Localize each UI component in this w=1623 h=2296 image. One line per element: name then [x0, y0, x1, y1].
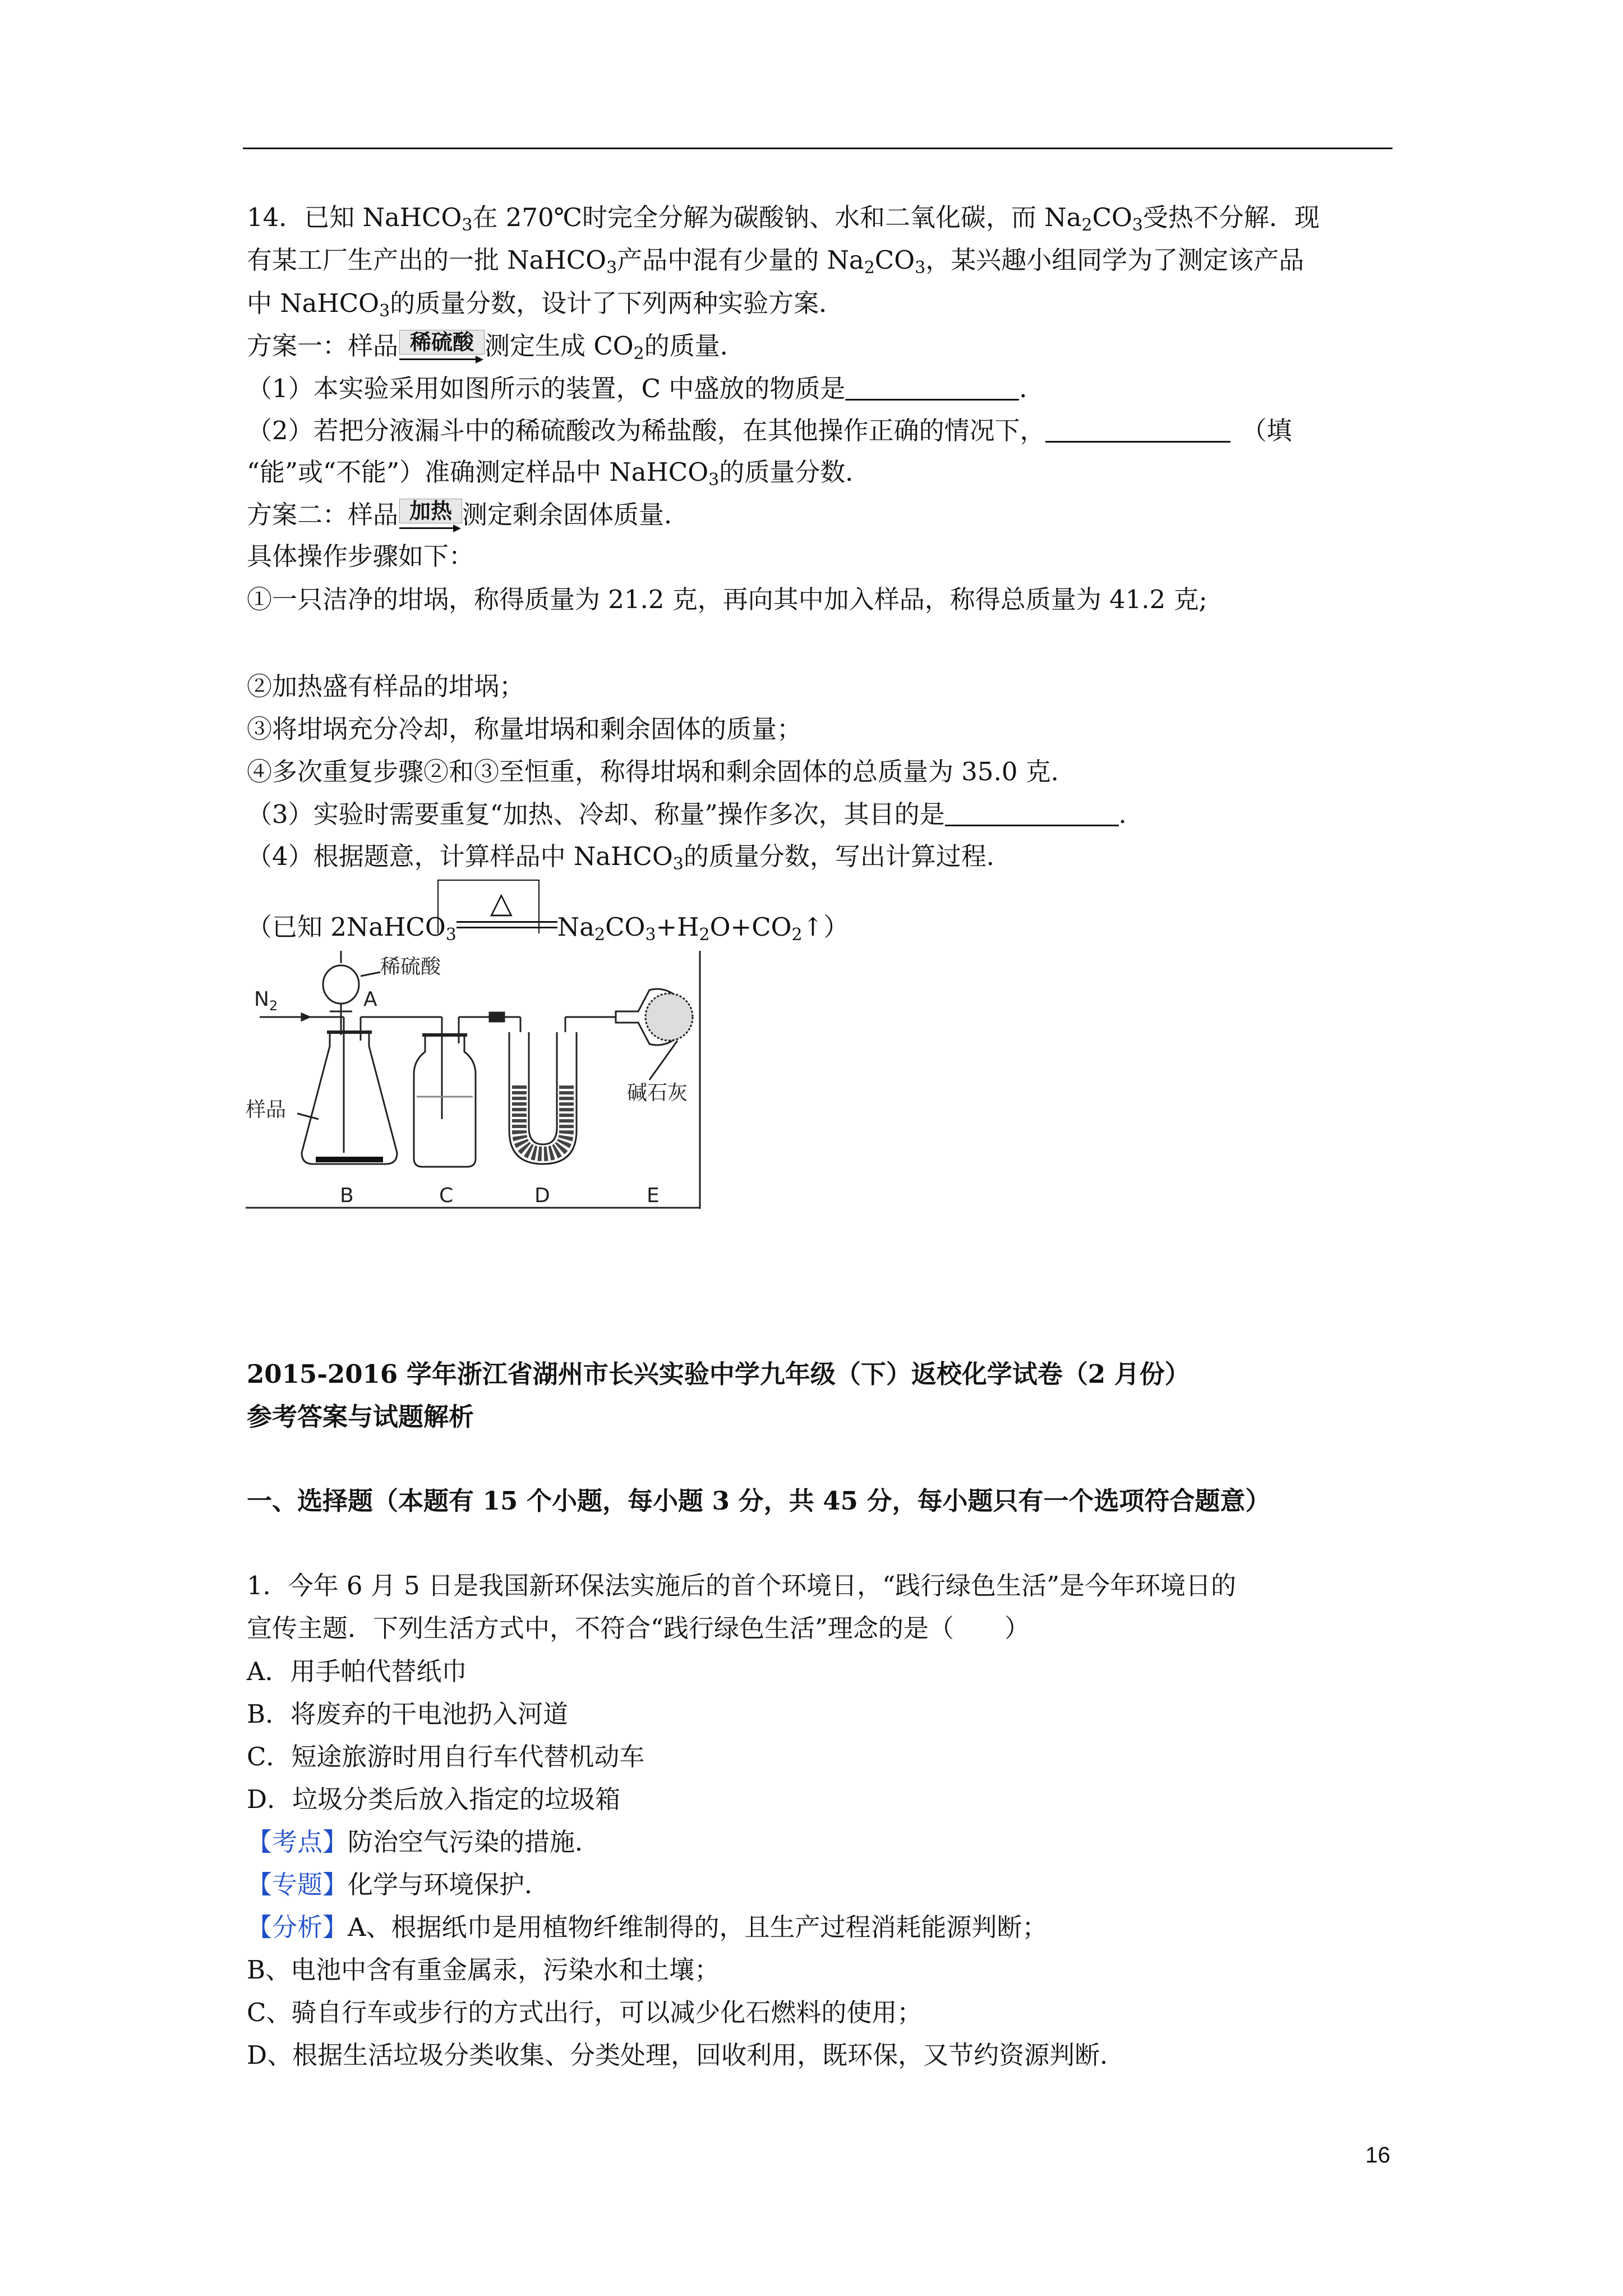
label-b: B — [340, 1184, 354, 1207]
q14-line-1: 14．已知 NaHCO$_3$在 270℃时完全分解为碳酸钠、水和二氧化碳，而 $Na_2CO_3$受热不分解．现 — [247, 203, 1320, 235]
label-c: C — [439, 1184, 454, 1207]
option-c: C．短途旅游时用自行车代替机动车 — [247, 1742, 645, 1772]
label-a: A — [363, 988, 377, 1011]
soda-lime-label: 碱石灰 — [627, 1082, 688, 1105]
reaction-arrow: 稀硫酸 — [399, 330, 483, 362]
option-b: B．将废弃的干电池扔入河道 — [247, 1699, 569, 1729]
answer-blank-1[interactable] — [845, 374, 1019, 401]
kaodian: 【考点】防治空气污染的措施． — [247, 1827, 601, 1857]
step-3: ③将坩埚充分冷却，称量坩埚和剩余固体的质量； — [247, 714, 803, 744]
plan-one: 方案一：样品 稀硫酸 测定生成 $CO_2$的质量． — [247, 330, 745, 364]
soda-lime-leader — [649, 1041, 677, 1080]
answer-blank-2[interactable] — [1045, 416, 1230, 443]
step-4: ④多次重复步骤②和③至恒重，称得坩埚和剩余固体的总质量为 35.0 克． — [247, 757, 1076, 786]
header-rule — [243, 148, 1393, 149]
answer-blank-3[interactable] — [945, 800, 1119, 826]
n2-label: $N_2$ — [254, 988, 278, 1014]
fenxi-d: D、根据生活垃圾分类收集、分类处理，回收利用，既环保，又节约资源判断． — [247, 2040, 1126, 2070]
sub-question-4: （4）根据题意，计算样品中 NaHCO$_3$的质量分数，写出计算过程． — [247, 841, 1012, 874]
option-d: D．垃圾分类后放入指定的垃圾箱 — [247, 1784, 621, 1814]
sample-label: 样品 — [246, 1098, 287, 1121]
conical-flask-b — [302, 1032, 397, 1164]
option-a: A．用手帕代替纸巾 — [247, 1657, 467, 1686]
q14-line-2: 有某工厂生产出的一批 NaHCO$_3$产品中混有少量的 $Na_2CO_3$，某兴趣小组同学为了测定该产品 — [247, 245, 1304, 278]
plan-two: 方案二：样品 加热 测定剩余固体质量． — [247, 498, 689, 532]
heat-condition: △ — [457, 908, 557, 941]
fenxi-b: B、电池中含有重金属汞，污染水和土壤； — [247, 1955, 720, 1985]
apparatus-diagram — [246, 951, 701, 1209]
step-2: ②加热盛有样品的坩埚； — [247, 671, 525, 701]
separatory-funnel — [323, 965, 359, 1004]
heat-arrow: 加热 — [399, 499, 461, 531]
sub-question-2: （2）若把分液漏斗中的稀硫酸改为稀盐酸，在其他操作正确的情况下， （填 — [247, 416, 1292, 445]
steps-title: 具体操作步骤如下： — [247, 541, 474, 571]
sub-question-2-cont: “能”或“不能”）准确测定样品中 NaHCO$_3$的质量分数． — [247, 457, 871, 490]
page-number: 16 — [1365, 2143, 1390, 2168]
sub-question-3: （3）实验时需要重复“加热、冷却、称量”操作多次，其目的是 ． — [247, 799, 1144, 829]
section-heading: 一、选择题（本题有 15 个小题，每小题 3 分，共 45 分，每小题只有一个选项符合题意） — [247, 1486, 1271, 1516]
zhuanti: 【专题】化学与环境保护． — [247, 1870, 550, 1899]
known-equation: （已知 2NaHCO$_3$ △ $Na_2CO_3+H_2O+CO_2↑$） — [247, 886, 849, 945]
question-1-line-2: 宣传主题．下列生活方式中，不符合“践行绿色生活”理念的是（ ） — [247, 1613, 1030, 1643]
sub-question-1: （1）本实验采用如图所示的装置，C 中盛放的物质是 ． — [247, 374, 1045, 403]
q14-line-3: 中 NaHCO$_3$的质量分数，设计了下列两种实验方案． — [247, 288, 845, 321]
question-1-line-1: 1．今年 6 月 5 日是我国新环保法实施后的首个环境日，“践行绿色生活”是今年环境日的 — [247, 1571, 1237, 1600]
label-e: E — [647, 1184, 660, 1207]
acid-label: 稀硫酸 — [380, 955, 441, 978]
step-1: ①一只洁净的坩埚，称得质量为 21.2 克，再向其中加入样品，称得总质量为 41.2 克; — [247, 585, 1207, 614]
gas-washing-bottle-c — [414, 1035, 476, 1167]
answer-title: 2015-2016 学年浙江省湖州市长兴实验中学九年级（下）返校化学试卷（2 月份） — [247, 1359, 1190, 1389]
fenxi-c: C、骑自行车或步行的方式出行，可以减少化石燃料的使用； — [247, 1998, 923, 2027]
fenxi: 【分析】A、根据纸巾是用植物纤维制得的，且生产过程消耗能源判断； — [247, 1912, 1048, 1942]
label-d: D — [534, 1184, 550, 1207]
answer-subtitle: 参考答案与试题解析 — [247, 1402, 474, 1432]
